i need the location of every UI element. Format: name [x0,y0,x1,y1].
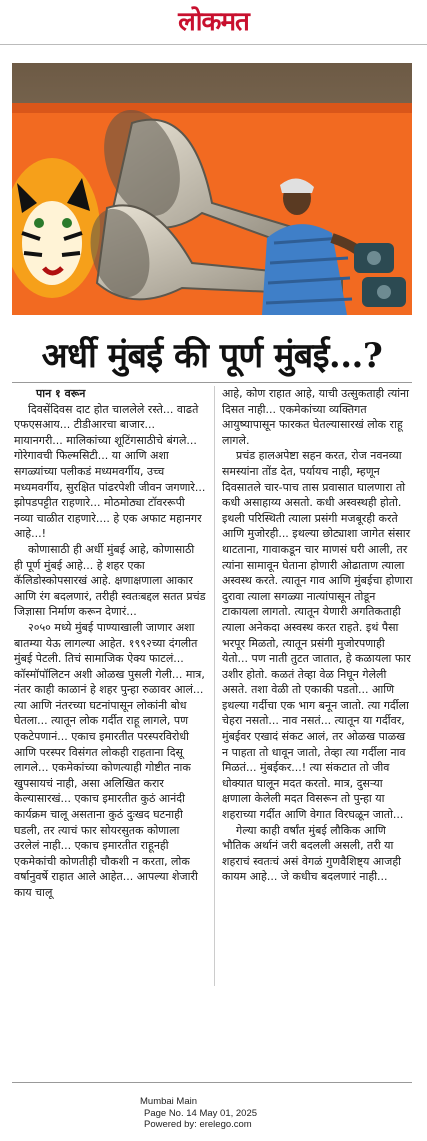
masthead-rule [0,44,427,45]
newspaper-logo: लोकमत [178,7,249,37]
paragraph: दिवसेंदिवस दाट होत चाललेले रस्ते... वाढते एफएसआय... टीडीआरचा बाजार... मायानगरी... मालिकांच्या शूटिंगसाठीचे बंगले... गोरेगावची फिल्मसिटी... या आणि अशा सगळ्यांच्या पलीकडं मध्यमवर्गीय, उच्च मध्यमवर्गीय, सुरक्षित पांढरपेशी जीवन जगणारे... झोपडपट्टीत राहणारे... मोठमोठ्या टॉवररूपी नव्या चाळीत राहणारे.... हे एक अफाट महानगर आहे...! [14,402,206,541]
headline: अर्धी मुंबई की पूर्ण मुंबई...? [41,336,383,376]
loudspeaker-illustration [12,63,412,315]
footer-rule [12,1082,412,1083]
masthead [0,0,427,44]
footer [140,1096,300,1131]
article-photo [12,63,412,315]
article-column-left [14,386,206,901]
column-divider [214,386,215,986]
continuation-note: पान १ वरून [36,387,86,400]
paragraph: कोणासाठी ही अर्धी मुंबई आहे, कोणासाठी ही पूर्ण मुंबई आहे... हे शहर एका कॅलिडोस्कोपसारखं आहे. क्षणाक्षणाला आकार आणि रंग बदलणारं, तरीही स्वतःबद्दल सतत प्रचंड जिज्ञासा निर्माण करून देणारं... [14,542,206,619]
paragraph: गेल्या काही वर्षांत मुंबई लौकिक आणि भौतिक अर्थानं जरी बदलली असली, तरी या शहराचं स्वतःचं असं वेगळं गुणवैशिष्ट्य आजही कायम आहे... जे कधीच बदलणारं नाही... [222,823,402,884]
powered-by-label: Powered by: erelego.com [144,1119,252,1130]
paragraph: प्रचंड हालअपेष्टा सहन करत, रोज नवनव्या समस्यांना तोंड देत, पर्यायच नाही, म्हणून दिवसातले चार-पाच तास प्रवासात घालणारा तो कधी असाहाय्य असतो. कधी अस्वस्थही होतो. इथली परिस्थिती त्याला प्रसंगी मजबूरही करते आणि मुजोरही... इथल्या छोट्याशा जागेत संसार थाटताना, गावाकडून चार माणसं घरी आली, तर त्यांना सामावून घेताना होणारी ओढाताण त्याला अस्वस्थ करते. त्यातून गाव आणि मुंबईचा होणारा दुरावा त्याला सगळ्या नात्यांपासून तोडून टाकायला लागतो. त्यातून येणारी अगतिकताही त्याला अनेकदा अस्वस्थ करत राहते. इथं पैसा भरपूर मिळतो, त्यातून प्रसंगी मुजोरपणाही येतो... पण नाती तुटत जातात, हे कळायला फार उशीर होतो. कळतं तेव्हा वेळ निघून गेलेली असते. तशा वेळी तो एकाकी पडतो... आणि इथल्या गर्दीचा एक भाग बनून जातो. त्या गर्दीला चेहरा नसतो... नाव नसतं... त्यातून या गर्दीवर, मुंबईवर एखादं संकट आलं, तर ओळख पाळख न पाहता तो धावून जातो, तेव्हा त्या गर्दीला नाव मिळतं... मुंबईकर...! त्या संकटात तो जीव धोक्यात घालून मदत करतो. मात्र, दुसऱ्या क्षणाला केलेली मदत विसरून तो पुन्हा या शहराच्या गर्दीत आणि वेगात विरघळून जातो... [222,449,413,822]
paragraph: २०५० मध्ये मुंबई पाण्याखाली जाणार अशा बातम्या येऊ लागल्या आहेत. १९९२च्या दंगलीत मुंबई पेटली. तिचं सामाजिक ऐक्य फाटलं... कॉस्मॉपॉलिटन अशी ओळख पुसली गेली... मात्र, नंतर काही काळानं हे शहर पुन्हा रुळावर आलं... त्या आणि नंतरच्या घटनांपासून लोकांनी बोध घेतला... त्यातून लोक गर्दीत राहू लागले, पण एकटेपणानं... एकाच इमारतीत परस्परविरोधी आणि परस्पर विसंगत लोकही राहताना दिसू लागले... एकमेकांच्या कोणत्याही गोष्टीत नाक खुपसायचं नाही, असा अलिखित करार केल्यासारखं... एकाच इमारतीत कुठं आनंदी कार्यक्रम चालू असताना कुठं दुःखद घटनाही घडली, तर त्याचं फार सोयरसुतक कोणाला उरलेलं नाही... एकाच इमारतीत राहूनही एकमेकांची कोणतीही चौकशी न करता, लोक वर्षानुवर्षे राहात आले आहेत... आपल्या शेजारी काय चालू [14,620,205,899]
paragraph: आहे, कोण राहात आहे, याची उत्सुकताही त्यांना दिसत नाही... एकमेकांच्या व्यक्तिगत आयुष्यापासून फारकत घेतल्यासारखं लोक राहू लागले. [222,387,409,447]
page-date-label: Page No. 14 May 01, 2025 [144,1107,258,1119]
headline-rule [12,382,412,383]
edition-label: Mumbai Main [140,1096,198,1107]
article-column-right [222,386,414,885]
